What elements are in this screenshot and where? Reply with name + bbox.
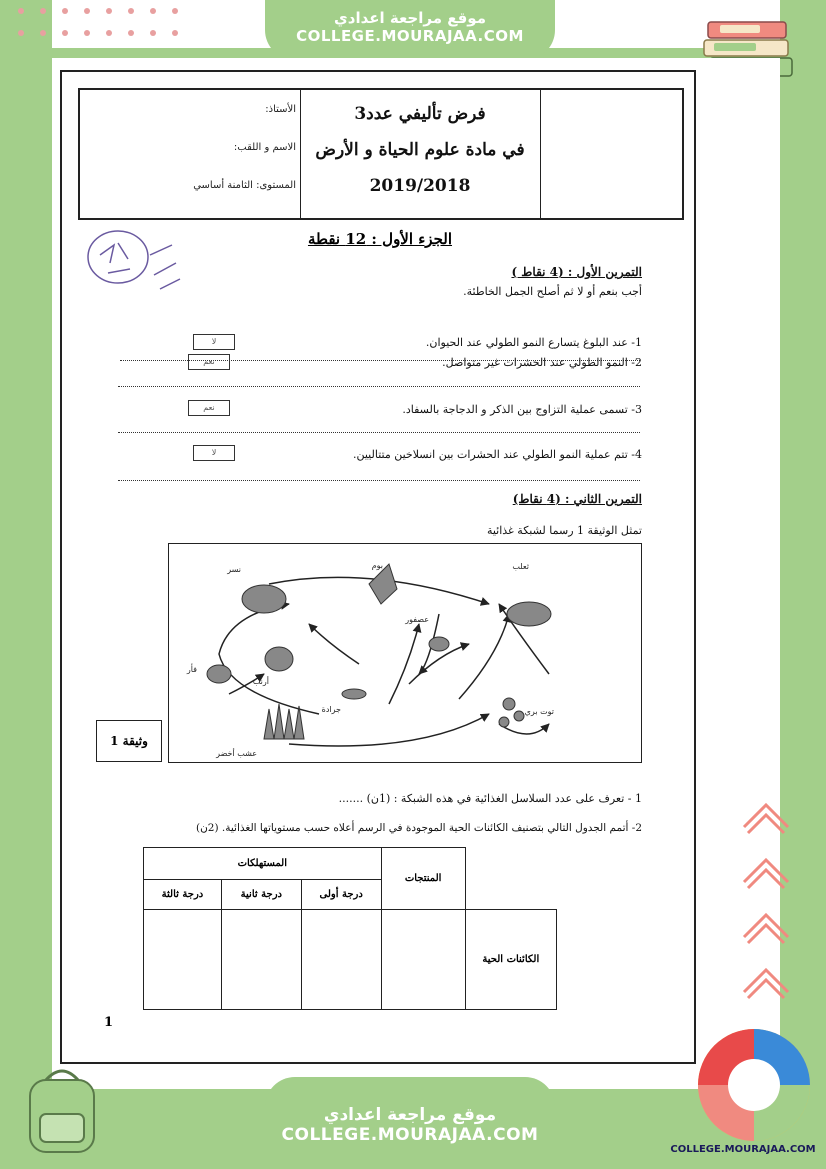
label-fox: ثعلب xyxy=(512,562,529,571)
part1-title: الجزء الأول : 12 نقطة xyxy=(307,230,453,248)
ex1-answer2[interactable]: نعم xyxy=(188,354,230,370)
student-fields xyxy=(170,104,296,218)
chevron-up-icon xyxy=(738,795,794,835)
third-order-header: درجة ثالثة xyxy=(144,880,222,910)
exam-title-line2: في مادة علوم الحياة و الأرض xyxy=(315,140,525,160)
ex1-answer3[interactable]: نعم xyxy=(188,400,230,416)
first-order-header: درجة أولى xyxy=(301,880,381,910)
trophic-levels-table xyxy=(143,847,557,1010)
label-berries: توت بري xyxy=(524,707,554,716)
label-mouse: فأر xyxy=(186,665,197,674)
site-name-ar-bottom: موقع مراجعة اعدادي xyxy=(323,1105,497,1125)
producers-header: المنتجات xyxy=(381,848,465,910)
page-number: 1 xyxy=(104,1015,114,1030)
left-green-border xyxy=(0,0,52,1169)
site-url-bottom: COLLEGE.MOURAJAA.COM xyxy=(281,1125,539,1145)
grade-scribble xyxy=(80,215,190,305)
exam-title xyxy=(300,96,540,204)
header-divider xyxy=(540,90,541,218)
exam-year: 2019/2018 xyxy=(369,176,471,196)
fox-illustration xyxy=(507,602,551,626)
ex1-item4: 4- تتم عملية النمو الطولي عند الحشرات بين انسلاخين متتاليين. xyxy=(352,448,642,461)
question2: 2- أتمم الجدول التالي بتصنيف الكائنات الحية الموجودة في الرسم أعلاه حسب مستوياتها الغذائية. (2ن) xyxy=(195,822,642,834)
name-label: الاسم و اللقب: xyxy=(233,142,296,153)
label-rabbit: أرنب xyxy=(252,677,269,686)
site-banner-bottom[interactable] xyxy=(265,1077,555,1169)
grasshopper-illustration xyxy=(342,689,366,699)
ex1-item2: 2- النمو الطولي عند الحشرات غير متواصل. xyxy=(442,356,642,369)
second-order-cell[interactable] xyxy=(221,910,301,1010)
teacher-label: الأستاذ: xyxy=(265,104,296,115)
berries-illustration xyxy=(503,698,515,710)
second-order-header: درجة ثانية xyxy=(221,880,301,910)
label-eagle: نسر xyxy=(227,565,241,574)
first-order-cell[interactable] xyxy=(301,910,381,1010)
exercise2-title: التمرين الثاني : (4 نقاط) xyxy=(512,492,642,506)
label-owl: بوم xyxy=(371,561,383,570)
decorative-dots xyxy=(18,8,188,53)
third-order-cell[interactable] xyxy=(144,910,222,1010)
answer-dotted-line[interactable] xyxy=(118,480,640,481)
mouse-illustration xyxy=(207,665,231,683)
ex1-answer4[interactable]: لا xyxy=(193,445,235,461)
consumers-header: المستهلكات xyxy=(144,848,382,880)
level-label: المستوى: الثامنة أساسي xyxy=(193,180,296,191)
row-label-organisms: الكائنات الحية xyxy=(465,910,556,1010)
question1: 1 - تعرف على عدد السلاسل الغذائية في هذه الشبكة : (1ن) ....... xyxy=(338,792,642,805)
logo-url: COLLEGE.MOURAJAA.COM xyxy=(670,1144,816,1155)
ex1-item1: 1- عند البلوغ يتسارع النمو الطولي عند الحيوان. xyxy=(425,336,642,349)
exercise2-intro: تمثل الوثيقة 1 رسما لشبكة غذائية xyxy=(486,524,642,537)
exercise1-instruction: أجب بنعم أو لا ثم أصلح الجمل الخاطئة. xyxy=(463,285,642,298)
sparrow-illustration xyxy=(429,637,449,651)
label-sparrow: عصفور xyxy=(405,615,429,624)
label-grass: عشب أخضر xyxy=(216,749,257,758)
ex1-answer1[interactable]: لا xyxy=(193,334,235,350)
chevron-up-icon xyxy=(738,905,794,945)
eagle-illustration xyxy=(242,585,286,613)
site-url: COLLEGE.MOURAJAA.COM xyxy=(296,27,524,45)
site-name-ar: موقع مراجعة اعدادي xyxy=(334,9,486,27)
chevron-up-icon xyxy=(738,960,794,1000)
answer-dotted-line[interactable] xyxy=(118,386,640,387)
food-web-arrows xyxy=(169,544,641,762)
chevron-up-icon xyxy=(738,850,794,890)
producers-cell[interactable] xyxy=(381,910,465,1010)
rabbit-illustration xyxy=(265,647,293,671)
owl-illustration xyxy=(369,564,397,604)
label-grasshopper: جرادة xyxy=(321,705,341,714)
ex1-item3: 3- تسمى عملية التزاوج بين الذكر و الدجاجة بالسفاد. xyxy=(402,403,642,416)
backpack-icon xyxy=(12,1058,112,1158)
food-web-diagram xyxy=(168,543,642,763)
exam-title-line1: فرض تأليفي عدد3 xyxy=(354,104,486,124)
document-label: وثيقة 1 xyxy=(96,720,162,762)
site-logo-icon xyxy=(694,1026,814,1144)
exercise1-title: التمرين الأول : (4 نقاط ) xyxy=(511,265,642,279)
answer-dotted-line[interactable] xyxy=(118,432,640,433)
site-banner-top[interactable] xyxy=(265,0,555,60)
